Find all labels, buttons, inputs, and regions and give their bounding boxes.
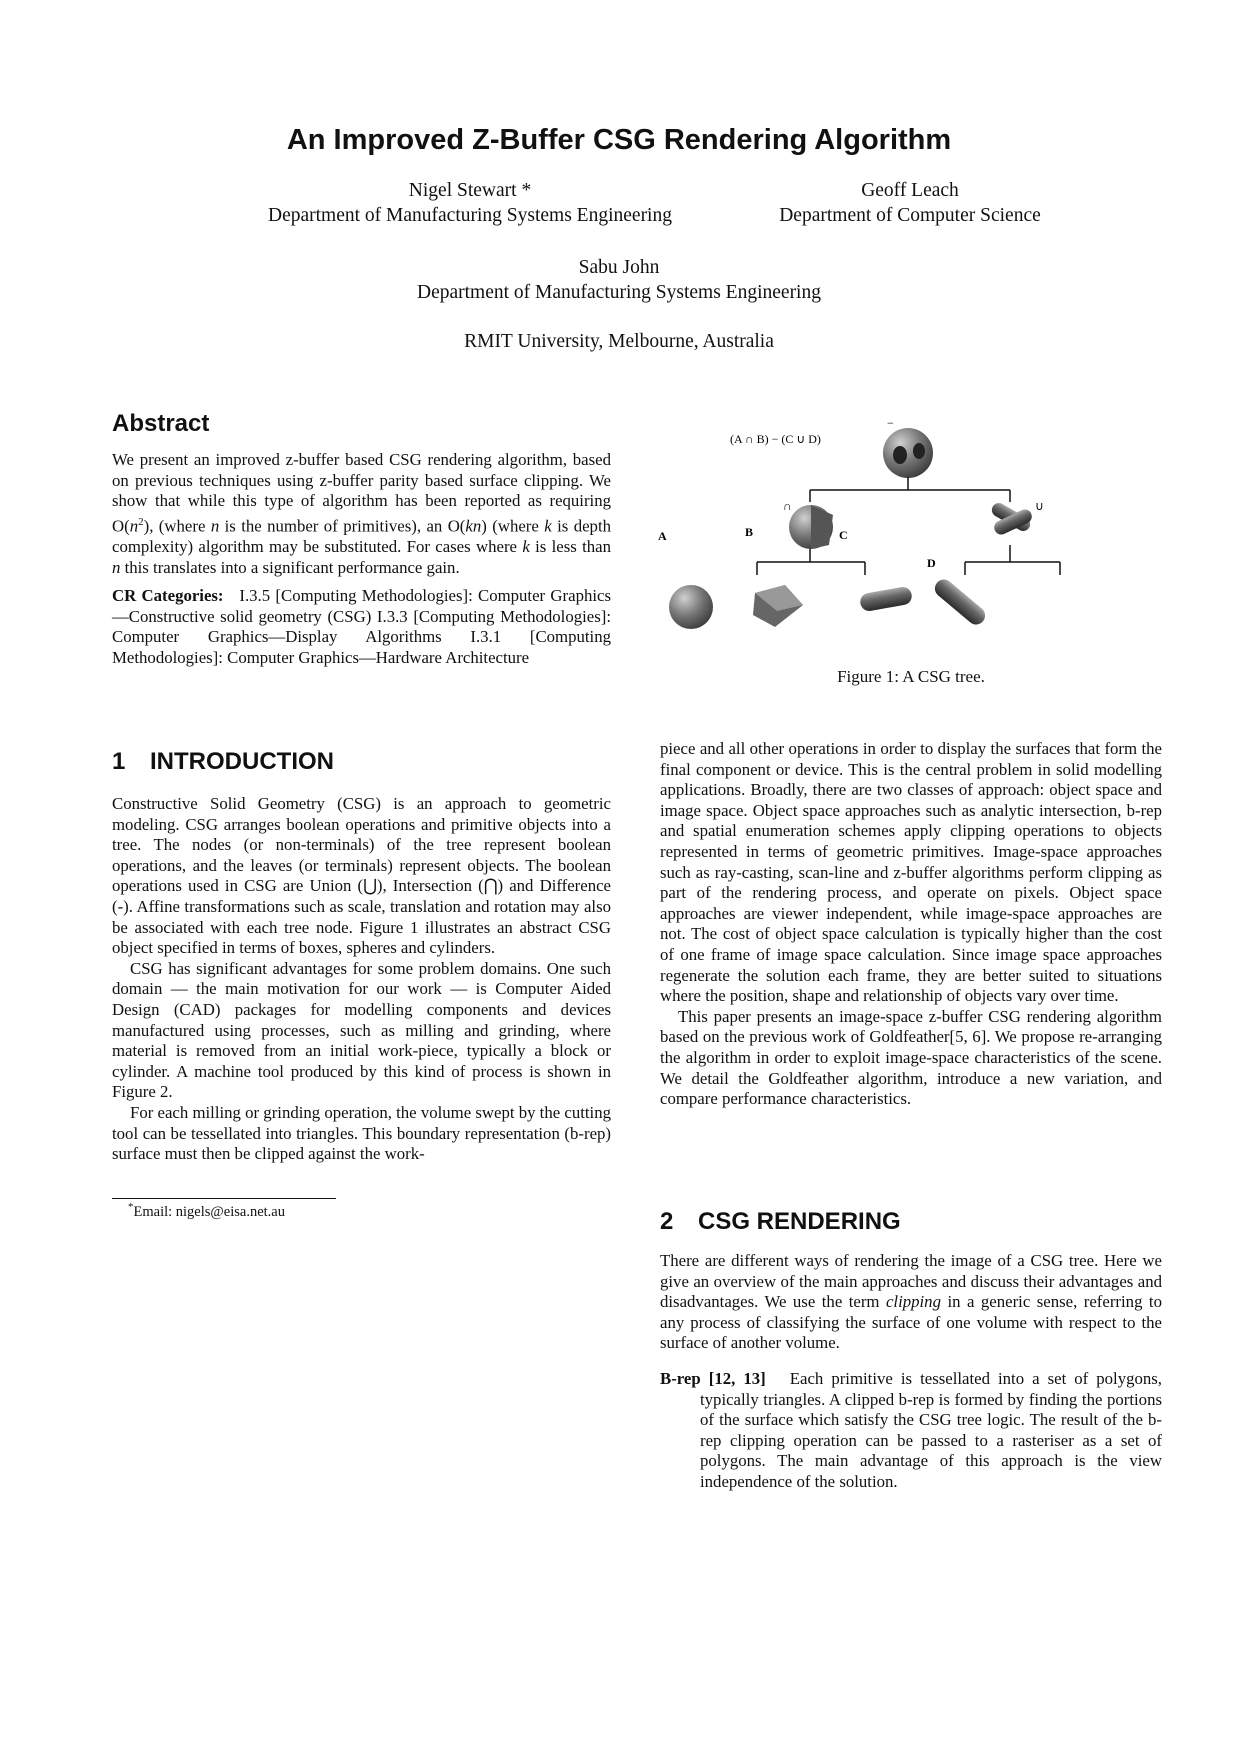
intro-paragraph-2: CSG has significant advantages for some problem domains. One such domain — the main motivation for our work — is Computer Aided Design (CAD) packages for modelling components and devices manufactured using processes, such as milling and grinding, where material is removed from an initial work-piece, typically a block or cylinder. A machine tool produced by this kind of process is shown in Figure 2. <box>112 958 611 1102</box>
csg-text: in a generic sense, referring to any process of classifying the surface of one volume with respect to the surface of another volume. <box>660 1292 1162 1353</box>
math-k: k <box>544 516 552 536</box>
intro-paragraph-5: This paper presents an image-space z-buffer CSG rendering algorithm based on the previous work of Goldfeather[5, 6]. We propose re-arranging the algorithm in order to exploit image-space characteristics of the scene. We detail the Goldfeather algorithm, introduce a new variation, and compare performance characteristics. <box>660 1006 1162 1109</box>
abstract-text: this translates into a significant performance gain. <box>120 557 460 577</box>
author-footnote-mark: * <box>521 180 532 201</box>
cr-categories <box>112 586 611 668</box>
abstract-text: is less than <box>529 536 612 556</box>
figure-1-caption: Figure 1: A CSG tree. <box>837 667 985 686</box>
leaf-label-d: D <box>927 556 936 570</box>
section-number: 1 <box>112 748 126 775</box>
author-block-1 <box>230 178 710 228</box>
abstract-paragraph: We present an improved z-buffer based CSG rendering algorithm, based on previous techniques using z-buffer parity based surface clipping. We show that while this type of algorithm has been reported as requiring $O(n^2)$, (where n is the number of primitives), an O(kn) (where k is depth complexity) algorithm may be substituted. For cases where k is less than n this translates into a significant performance gain. <box>112 450 612 577</box>
term-clipping: clipping <box>885 1292 941 1312</box>
brep-definition <box>660 1369 1162 1493</box>
footnote-mark: * <box>128 1201 134 1213</box>
csg-paragraph-1 <box>660 1251 1162 1354</box>
tree-expression: (A ∩ B) − (C ∪ D) <box>730 432 821 446</box>
brep-text: Each primitive is tessellated into a set of polygons, typically triangles. A clipped b-rep is formed by finding the portions of the surface which satisfy the CSG tree logic. The result of the b-rep clipping operation can be passed to a rasteriser as a set of polygons. The main advantage of this approach is the view independence of the solution. <box>700 1369 1162 1491</box>
author-affiliation: Department of Manufacturing Systems Engineering <box>268 205 672 226</box>
cr-text: I.3.5 [Computing Methodologies]: Computer Graphics—Constructive solid geometry (CSG) I.3.3 [Computing Methodologies]: Computer Graphics—Display Algorithms I.3.1 [Computing Methodologies]: Computer Graphics—Hardware Architecture <box>112 586 611 667</box>
leaf-label-c: C <box>839 528 848 542</box>
paper-title: An Improved Z-Buffer CSG Rendering Algorithm <box>286 124 952 156</box>
leaf-label-b: B <box>745 525 754 539</box>
csg-intro <box>660 1251 1162 1354</box>
author-block-2 <box>720 178 1100 228</box>
author-affiliation: Department of Computer Science <box>779 205 1041 226</box>
op-intersect: ∩ <box>783 499 792 513</box>
abstract-text: ), (where <box>143 516 211 536</box>
author-name: Sabu John <box>578 257 660 278</box>
author-name: Geoff Leach <box>861 180 959 201</box>
math-k: k <box>522 536 530 556</box>
footnote-text: Email: nigels@eisa.net.au <box>133 1203 285 1220</box>
cr-label: CR Categories: <box>112 586 224 606</box>
abstract-body <box>112 450 611 669</box>
op-root: − <box>887 416 894 430</box>
section-1-heading <box>112 748 334 776</box>
author-affiliation: Department of Manufacturing Systems Engineering <box>417 282 821 303</box>
abstract-heading: Abstract <box>112 410 210 437</box>
op-union: ∪ <box>1035 499 1044 513</box>
csg-text: There are different ways of rendering the image of a CSG tree. Here we give an overview of the main approaches and discuss their advantages and disadvantages. We use the term <box>660 1251 1162 1312</box>
union-object <box>989 500 1034 536</box>
section-number: 2 <box>660 1208 674 1235</box>
abstract-text: is depth complexity) algorithm may be substituted. For cases where <box>112 516 612 556</box>
math-n: n <box>210 516 220 536</box>
cylinder-d <box>927 556 989 628</box>
author-block-3 <box>0 255 1238 305</box>
institution: RMIT University, Melbourne, Australia <box>464 331 774 352</box>
abstract-text: We present an improved z-buffer based CSG rendering algorithm, based on previous techniques using z-buffer parity based surface clipping. We show that while this type of algorithm has been reported as requiring O( <box>112 450 611 536</box>
section-title: INTRODUCTION <box>150 748 334 775</box>
brep-label: B-rep [12, 13] <box>660 1369 766 1388</box>
footnote <box>128 1201 285 1221</box>
leaf-label-a-text: A <box>658 529 667 543</box>
intro-paragraph-4: piece and all other operations in order to display the surfaces that form the final component or device. This is the central problem in solid modelling applications. Broadly, there are two classes of approach: object space and image space. Object space approaches such as analytic intersection, b-rep and spatial enumeration schemes apply clipping operations to objects represented in terms of geometric primitives. Image-space approaches such as ray-casting, scan-line and z-buffer algorithms perform clipping as part of the rendering process, and operate on pixels. Object space approaches are viewer independent, while image-space approaches are not. The cost of object space calculation is typically higher than the cost of one frame of image space calculation. Since image space approaches regenerate the solution each frame, they are better suited to situations where the position, shape and relationship of objects vary over time. <box>660 739 1162 1006</box>
root-object <box>883 428 933 478</box>
math-n: n <box>112 557 121 577</box>
intro-paragraph-3: For each milling or grinding operation, the volume swept by the cutting tool can be tessellated into triangles. This boundary representation (b-rep) surface must then be clipped against the work- <box>112 1102 611 1164</box>
intro-column-left <box>112 794 611 1165</box>
author-name: Nigel Stewart <box>408 180 517 201</box>
intro-column-right <box>660 739 1162 1110</box>
intersection-object <box>789 505 833 549</box>
abstract-text: ) (where <box>481 516 545 536</box>
math-kn: kn <box>465 516 482 536</box>
sphere-a-visible <box>669 585 713 629</box>
footnote-rule <box>112 1198 336 1199</box>
section-2-heading <box>660 1208 901 1236</box>
abstract-text: is the number of primitives), an O( <box>219 516 466 536</box>
cylinder-c <box>839 528 913 612</box>
figure-1-csg-tree <box>658 415 1115 650</box>
math-n: n <box>129 516 139 536</box>
section-title: CSG RENDERING <box>698 1208 901 1235</box>
intro-paragraph-1: Constructive Solid Geometry (CSG) is an approach to geometric modeling. CSG arranges boolean operations and primitive objects into a tree. The nodes (or non-terminals) of the tree represent boolean operations, and the leaves (or terminals) represent objects. The boolean operations used in CSG are Union (⋃), Intersection (⋂) and Difference (-). Affine transformations such as scale, translation and rotation may also be associated with each tree node. Figure 1 illustrates an abstract CSG object specified in terms of boxes, spheres and cylinders. <box>112 794 611 958</box>
